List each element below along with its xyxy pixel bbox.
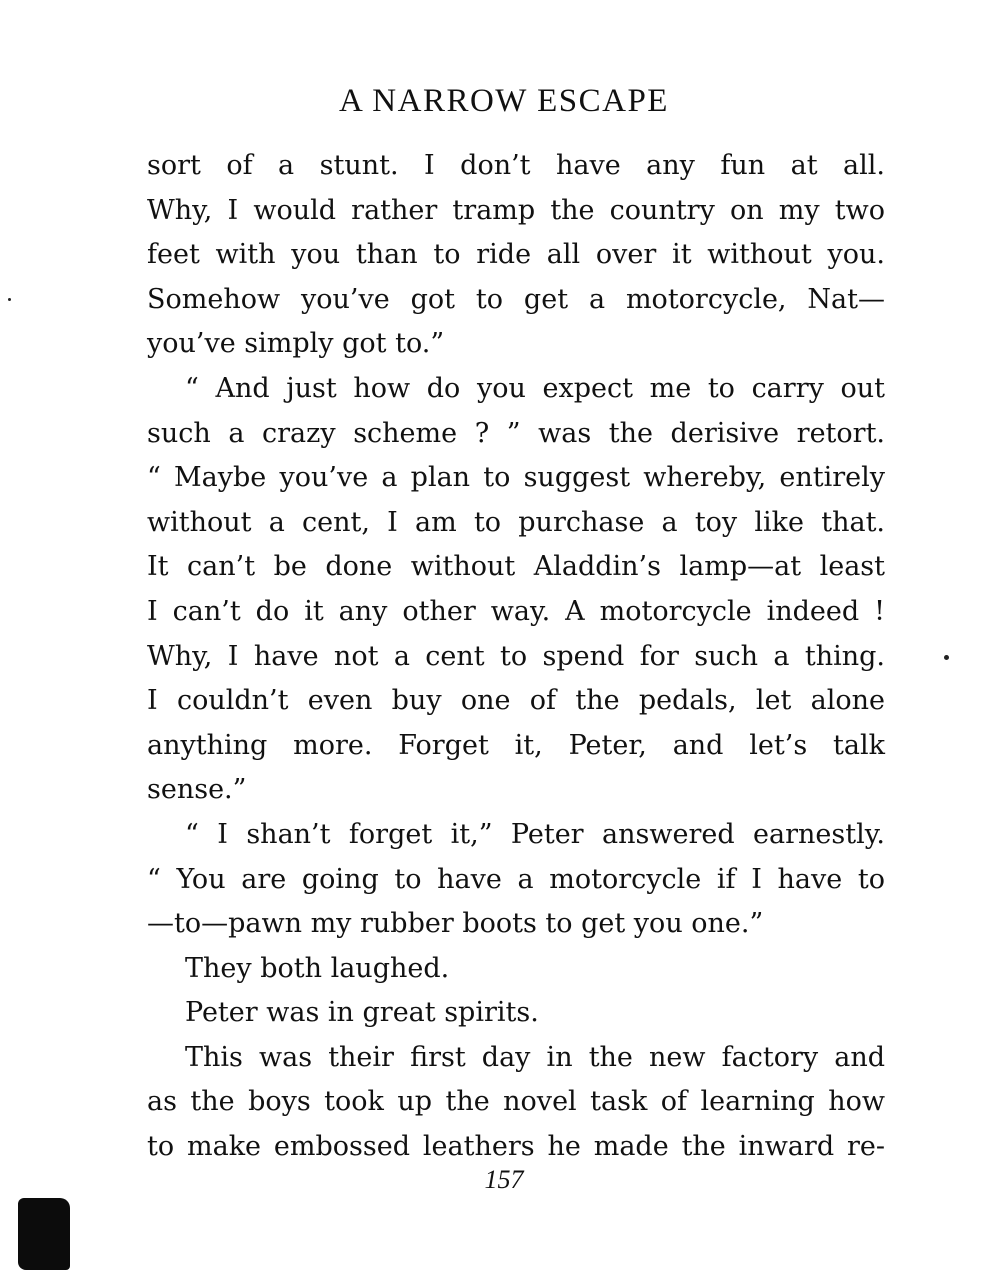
text-line: without a cent, I am to purchase a toy like that. xyxy=(147,506,885,538)
scan-speck xyxy=(944,655,949,660)
text-line: —to—pawn my rubber boots to get you one.” xyxy=(147,908,764,940)
scan-speck xyxy=(8,298,11,301)
text-line: sense.” xyxy=(147,774,247,806)
text-line: I can’t do it any other way. A motorcycle indeed ! xyxy=(147,595,885,627)
scan-artifact xyxy=(18,1198,70,1270)
text-line: anything more. Forget it, Peter, and let’s talk xyxy=(147,729,885,761)
text-line: Peter was in great spirits. xyxy=(185,997,539,1029)
page-number: 157 xyxy=(484,1165,524,1194)
text-line: such a crazy scheme ? ” was the derisive retort. xyxy=(147,417,885,449)
text-line: “ And just how do you expect me to carry out xyxy=(185,372,885,404)
text-line: They both laughed. xyxy=(185,952,450,984)
running-head: A NARROW ESCAPE xyxy=(339,83,669,119)
text-line: It can’t be done without Aladdin’s lamp—at least xyxy=(147,551,885,583)
text-line: feet with you than to ride all over it without you. xyxy=(147,239,885,271)
text-line: sort of a stunt. I don’t have any fun at all. xyxy=(147,150,885,181)
text-line: you’ve simply got to.” xyxy=(147,328,445,360)
text-line: Why, I have not a cent to spend for such a thing. xyxy=(147,640,885,672)
text-line: as the boys took up the novel task of learning how xyxy=(147,1086,885,1118)
text-line: I couldn’t even buy one of the pedals, let alone xyxy=(147,685,885,717)
text-line: “ I shan’t forget it,” Peter answered earnestly. xyxy=(185,818,885,850)
body-text xyxy=(147,144,885,1170)
text-line: This was their first day in the new factory and xyxy=(185,1041,885,1073)
text-line: Why, I would rather tramp the country on my two xyxy=(147,194,885,226)
text-line: “ Maybe you’ve a plan to suggest whereby, entirely xyxy=(147,462,885,494)
text-line: to make embossed leathers he made the inward re- xyxy=(147,1131,885,1163)
text-line: “ You are going to have a motorcycle if I have to xyxy=(147,863,885,895)
text-line: Somehow you’ve got to get a motorcycle, Nat— xyxy=(147,283,885,315)
